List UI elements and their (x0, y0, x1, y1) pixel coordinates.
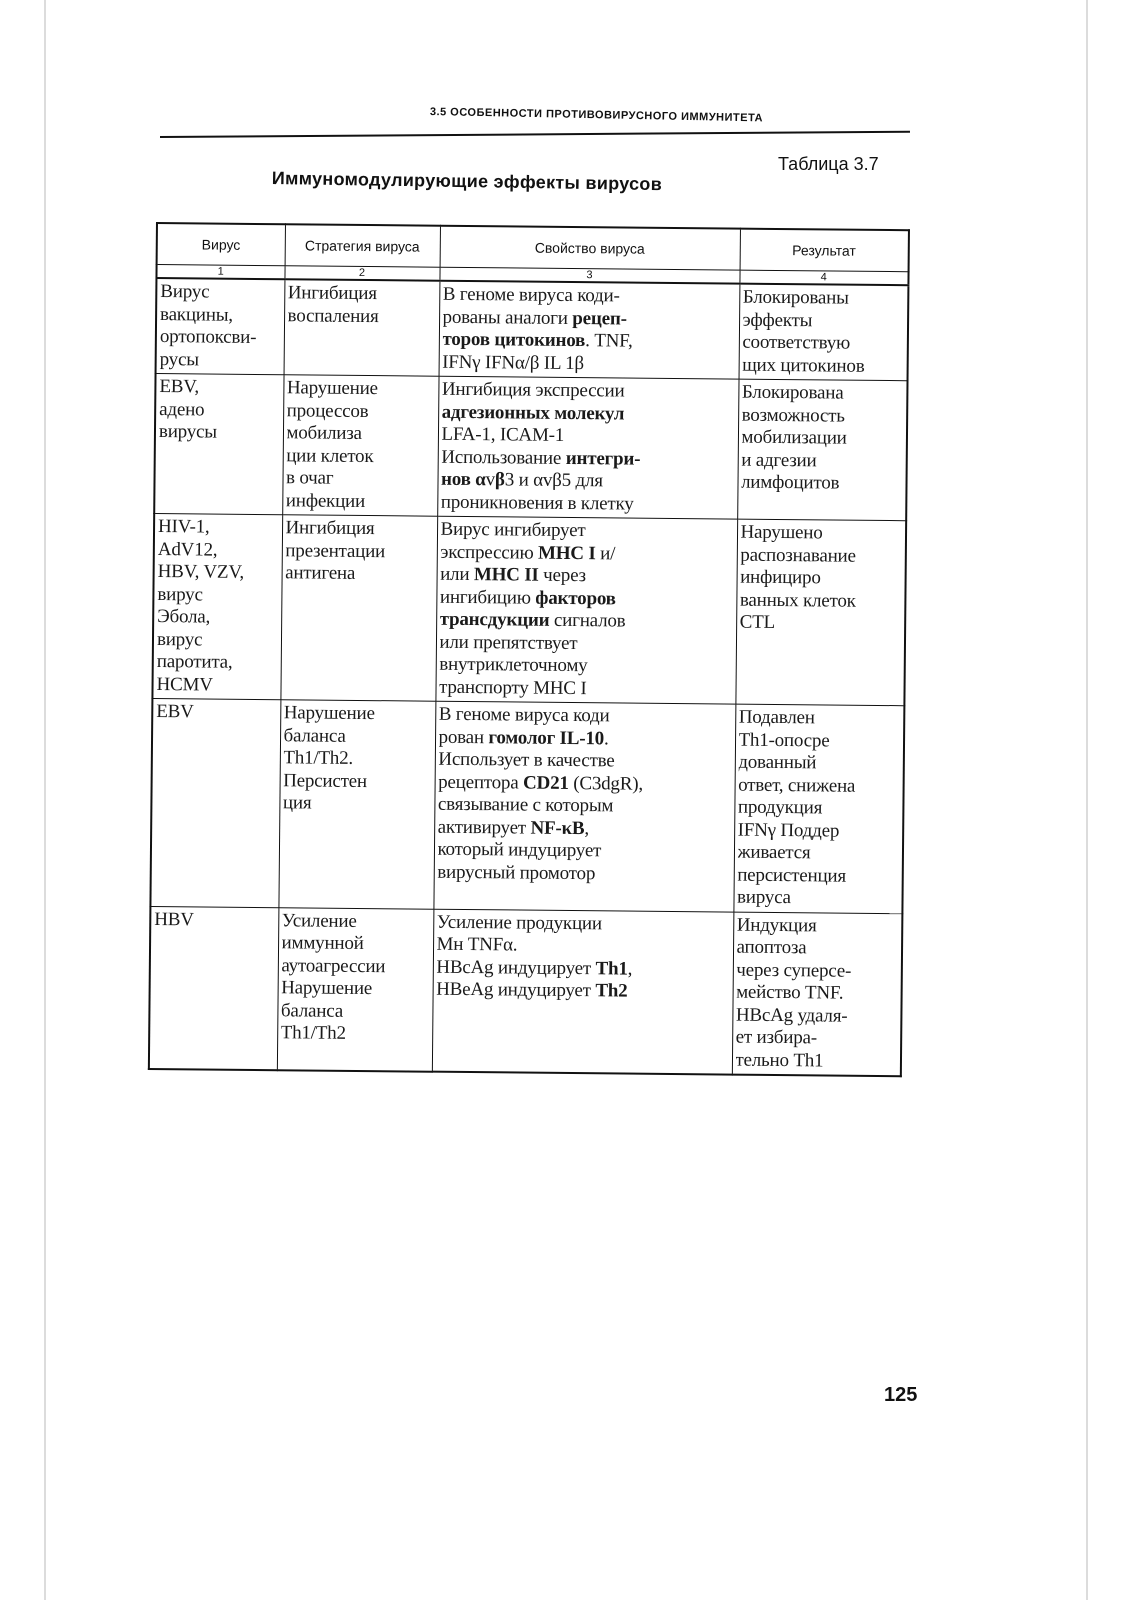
table-number: Таблица 3.7 (778, 154, 879, 174)
result-cell (739, 284, 909, 381)
column-number: 1 (156, 265, 284, 280)
strategy-cell-line: Нарушение (283, 702, 375, 725)
virus-cell (154, 374, 283, 515)
text-segment: Ингибиция экспрессии (441, 378, 625, 402)
strategy-cell-line: Th1/Th2 (280, 1022, 346, 1044)
result-cell-line: ет избира- (735, 1026, 818, 1049)
strategy-cell-line: Персистен (283, 769, 368, 792)
property-line (436, 934, 729, 959)
running-header: 3.5 ОСОБЕННОСТИ ПРОТИВОВИРУСНОГО ИММУНИТЕТА (429, 106, 764, 125)
table-body (149, 278, 909, 1076)
result-cell-line: продукция (737, 796, 823, 819)
table-row (152, 513, 906, 705)
bold-term: Th2 (595, 980, 628, 1002)
property-line (442, 306, 735, 331)
text-segment: Мн TNFα. (436, 933, 518, 956)
result-cell-line: мобилизации (741, 426, 847, 449)
text-segment: 3 (504, 469, 515, 491)
bold-term: нов α (440, 468, 486, 491)
property-line (442, 401, 735, 426)
text-segment: В геноме вируса коди (438, 703, 610, 727)
text-segment: и/ (595, 542, 616, 564)
text-segment: Вирус ингибирует (440, 518, 586, 542)
text-segment: или препятствует (439, 631, 578, 654)
result-cell-line: соответствую (742, 331, 851, 354)
strategy-cell-line: Усиление (281, 909, 357, 932)
strategy-cell-line: баланса (283, 724, 346, 747)
result-cell-line: Подавлен (738, 706, 815, 729)
result-cell-line: Блокированы (742, 286, 849, 309)
strategy-cell-line: Нарушение (281, 977, 373, 1000)
bold-term: интегри- (565, 447, 641, 470)
virus-cell-line: ортопоксви- (159, 326, 257, 348)
strategy-cell-line: ции клеток (286, 444, 374, 467)
table-row (156, 278, 909, 381)
property-line (440, 586, 733, 611)
property-line (438, 816, 731, 841)
result-cell-line: апоптоза (736, 936, 807, 959)
result-cell-line: IFNγ Поддер (737, 819, 840, 842)
text-segment: рованы аналоги (442, 306, 573, 329)
property-line (439, 676, 732, 701)
text-segment: Использование (441, 446, 566, 469)
bold-term: MHC II (473, 564, 539, 586)
page-number: 125 (884, 1384, 918, 1406)
strategy-cell-line: мобилиза (286, 422, 362, 444)
property-line (438, 794, 731, 819)
property-line (436, 956, 729, 981)
page-edge-right (1086, 0, 1088, 1600)
table-title: Иммуномодулирующие эффекты вирусов (271, 168, 663, 195)
text-segment: или (440, 563, 475, 586)
virus-cell-line: Эбола, (157, 606, 211, 628)
property-cell (439, 281, 740, 379)
result-cell-line: Индукция (736, 914, 817, 936)
result-cell (735, 519, 906, 706)
text-segment: активирует (437, 816, 531, 839)
virus-cell-line: вакцины, (160, 303, 234, 326)
result-cell-line: ответ, снижена (738, 774, 856, 797)
virus-cell (152, 513, 282, 699)
property-cell (432, 909, 734, 1075)
bold-term: факторов (535, 587, 616, 609)
bold-term: CD21 (522, 772, 569, 794)
property-line (437, 861, 730, 886)
virus-cell-line: EBV, (159, 376, 200, 398)
text-segment: рецептора (438, 771, 524, 794)
property-line (438, 749, 731, 774)
text-segment: вирусный промотор (437, 861, 596, 884)
strategy-cell (277, 907, 434, 1071)
virus-cell-line: HBV, VZV, (157, 561, 245, 583)
text-segment: внутриклеточному (439, 653, 588, 677)
virus-cell-line: вирусы (158, 421, 217, 443)
property-line (438, 726, 731, 751)
header-rule (160, 131, 910, 138)
column-header: Результат (740, 229, 909, 272)
property-line (440, 541, 733, 566)
result-cell-line: распознавание (740, 544, 856, 567)
text-segment: IFNγ IFNα/β IL 1β (442, 351, 585, 374)
virus-cell-line: вирус (157, 583, 203, 605)
bold-term: рецеп- (572, 307, 627, 330)
result-cell-line: щих цитокинов (742, 354, 865, 377)
text-segment: . TNF, (585, 330, 633, 352)
property-line (441, 446, 734, 471)
result-cell (732, 912, 903, 1077)
virus-cell-line: русы (159, 348, 199, 370)
property-cell (435, 516, 737, 704)
virus-cell (150, 698, 280, 907)
column-number: 2 (284, 266, 439, 281)
strategy-cell (282, 375, 438, 516)
strategy-cell-line: Ингибиция (285, 517, 375, 540)
table-row (149, 906, 903, 1076)
immunomodulation-table (148, 222, 910, 1077)
property-line (437, 839, 730, 864)
bold-term: Th1 (595, 957, 628, 980)
text-segment: экспрессию (440, 541, 539, 564)
virus-cell-line: Вирус (160, 281, 210, 303)
bold-term: трансдукции (439, 608, 550, 631)
column-number: 3 (439, 267, 739, 283)
bold-term: NF-κB (530, 817, 585, 839)
property-line (441, 424, 734, 449)
property-line (438, 771, 731, 796)
property-cell (433, 701, 735, 911)
text-segment: который индуцирует (437, 838, 602, 862)
bold-term: MHC I (537, 542, 596, 564)
result-cell-line: вируса (736, 886, 791, 909)
column-header: Свойство вируса (440, 226, 740, 270)
property-line (441, 469, 734, 494)
text-segment: сигналов (549, 609, 626, 632)
property-line (442, 379, 735, 404)
table-row (150, 698, 904, 913)
bold-term: адгезионных молекул (441, 401, 625, 425)
virus-cell-line: HIV-1, (157, 516, 210, 538)
result-cell-line: ванных клеток (739, 589, 856, 612)
text-segment: Использует в качестве (438, 748, 615, 772)
virus-cell-line: паротита, (156, 651, 233, 673)
virus-cell-line: адено (159, 398, 205, 420)
virus-cell (149, 906, 279, 1070)
property-line (442, 351, 735, 376)
result-cell-line: CTL (739, 611, 776, 633)
text-segment: ингибицию (439, 586, 536, 609)
result-cell-line: Th1-опосре (738, 729, 830, 751)
text-segment: Усиление продукции (436, 911, 603, 934)
result-cell-line: и адгезии (741, 449, 817, 471)
text-segment: рован (438, 726, 489, 748)
result-cell-line: персистенция (737, 864, 847, 887)
strategy-cell-line: Ингибиция (287, 282, 377, 305)
property-line (440, 519, 733, 544)
table-row (154, 374, 907, 521)
virus-cell-line: EBV (156, 701, 194, 723)
property-line (443, 284, 736, 309)
virus-cell-line: вирус (156, 628, 203, 650)
result-cell (733, 704, 904, 913)
result-cell-line: лимфоцитов (740, 471, 840, 494)
text-segment: транспорту MHC I (438, 676, 587, 699)
property-line (442, 329, 735, 354)
text-segment: через (538, 564, 587, 587)
text-segment: , (627, 958, 633, 980)
table-wrapper (148, 222, 910, 1077)
strategy-cell-line: ция (282, 792, 312, 814)
column-header: Стратегия вируса (285, 224, 440, 267)
strategy-cell-line: Th1/Th2. (283, 747, 354, 769)
strategy-cell-line: Нарушение (286, 377, 378, 400)
strategy-cell (284, 279, 440, 376)
property-line (441, 491, 734, 516)
virus-cell-line: AdV12, (157, 538, 218, 561)
strategy-cell-line: презентации (285, 539, 386, 562)
result-cell-line: через суперсе- (736, 959, 852, 982)
property-line (439, 704, 732, 729)
result-cell-line: мейство TNF. (736, 981, 844, 1004)
text-segment: v (485, 469, 496, 491)
result-cell-line: Блокирована (741, 381, 844, 404)
result-cell-line: живается (737, 841, 811, 864)
result-cell-line: дованный (738, 751, 817, 774)
result-cell-line: HBcAg удаля- (735, 1004, 848, 1027)
result-cell-line: эффекты (742, 309, 813, 331)
strategy-cell (278, 700, 435, 909)
result-cell-line: возможность (741, 404, 845, 427)
strategy-cell-line: иммунной (281, 932, 364, 955)
property-line (440, 609, 733, 634)
virus-cell-line: HBV (154, 908, 194, 930)
text-segment: , (584, 817, 590, 839)
property-line (440, 564, 733, 589)
property-line (439, 654, 732, 679)
column-number: 4 (739, 270, 908, 285)
strategy-cell (280, 515, 437, 701)
text-segment: (C3dgR), (568, 772, 644, 795)
bold-term: β (494, 469, 505, 491)
bold-term: гомолог IL-10 (488, 726, 605, 749)
strategy-cell-line: аутоагрессии (281, 954, 386, 977)
virus-cell-line: HCMV (156, 673, 213, 696)
property-line (437, 911, 730, 936)
property-line (436, 979, 729, 1004)
table-header-row (157, 223, 909, 272)
bold-term: торов цитокинов (442, 328, 586, 352)
text-segment: В геноме вируса коди- (442, 283, 620, 307)
text-segment: HBeAg индуцирует (436, 978, 596, 1002)
result-cell-line: инфициро (740, 566, 821, 589)
property-line (439, 631, 732, 656)
result-cell (737, 379, 907, 521)
text-segment: LFA-1, ICAM-1 (441, 423, 565, 446)
result-cell-line: Нарушено (740, 521, 823, 544)
strategy-cell-line: баланса (280, 999, 344, 1022)
column-header: Вирус (157, 223, 285, 266)
text-segment: проникновения в клетку (440, 491, 634, 515)
text-segment: β (552, 469, 562, 491)
property-cell (437, 376, 738, 519)
strategy-cell-line: антигена (285, 562, 356, 584)
text-segment: 5 (561, 469, 572, 491)
text-segment: и α (513, 469, 543, 491)
text-segment: для (570, 469, 603, 492)
strategy-cell-line: процессов (286, 399, 369, 422)
text-segment: . (603, 727, 609, 749)
result-cell-line: тельно Th1 (735, 1049, 824, 1071)
virus-cell (156, 278, 285, 375)
strategy-cell-line: воспаления (287, 304, 379, 327)
text-segment: HBcAg индуцирует (436, 956, 596, 979)
text-segment: связывание с которым (437, 793, 614, 817)
strategy-cell-line: инфекции (285, 489, 366, 512)
text-segment: v (542, 469, 553, 491)
strategy-cell-line: в очаг (285, 467, 334, 489)
page-edge-left (44, 0, 46, 1600)
